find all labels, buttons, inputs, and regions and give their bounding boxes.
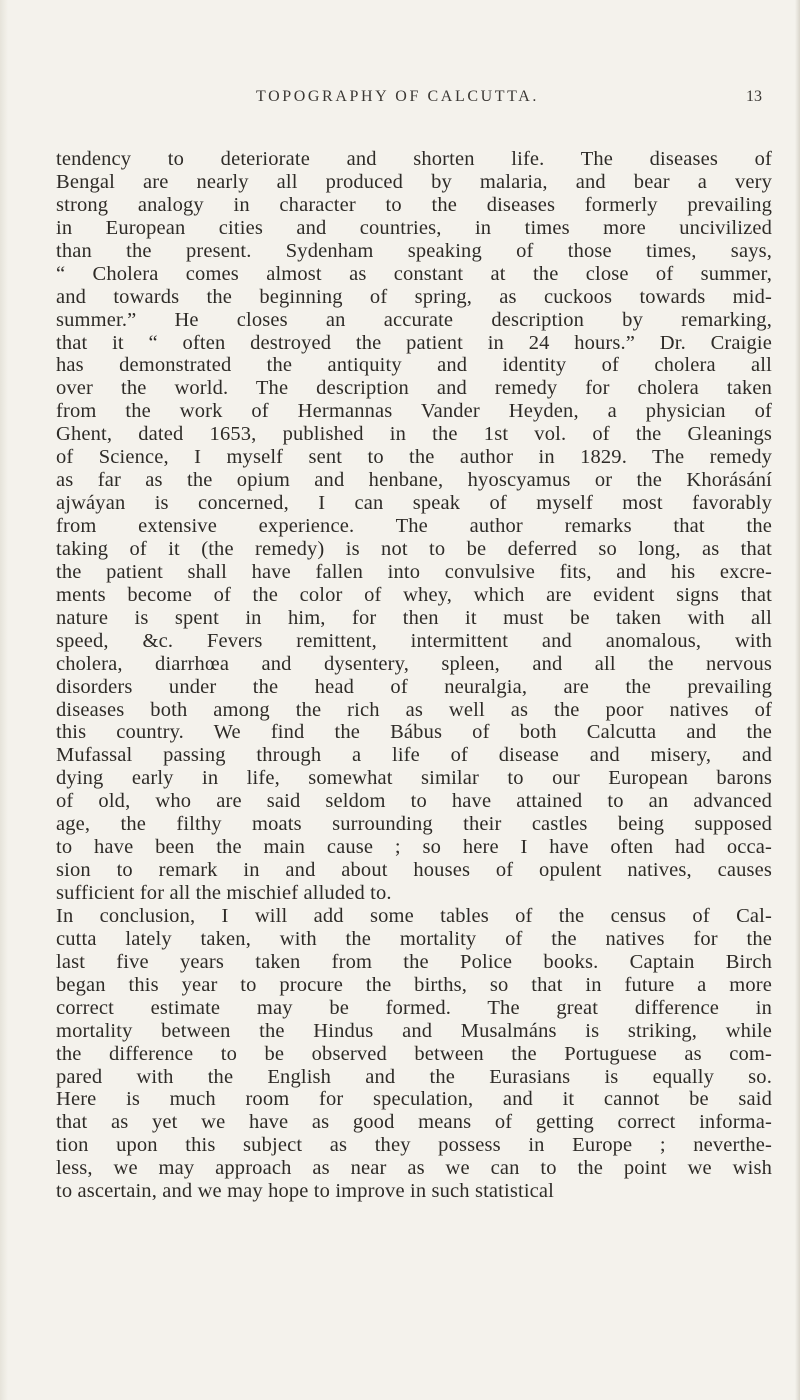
text-line: cholera, diarrhœa and dysentery, spleen, and all the nervous <box>56 652 772 675</box>
paragraph-end-line: sufficient for all the mischief alluded to. <box>56 882 392 904</box>
text-line: correct estimate may be formed. The great difference in <box>56 996 772 1019</box>
body-text <box>56 148 772 1203</box>
text-line: sion to remark in and about houses of opulent natives, causes <box>56 859 772 882</box>
text-line: Ghent, dated 1653, published in the 1st vol. of the Gleanings <box>56 423 772 446</box>
text-line: than the present. Sydenham speaking of those times, says, <box>56 239 772 262</box>
page-left-edge <box>0 0 8 1400</box>
text-line: Here is much room for speculation, and it cannot be said <box>56 1088 772 1111</box>
text-line: began this year to procure the births, so that in future a more <box>56 973 772 996</box>
running-title: TOPOGRAPHY OF CALCUTTA. <box>256 88 539 105</box>
text-line: strong analogy in character to the diseases formerly prevailing <box>56 193 772 216</box>
text-line: “ Cholera comes almost as constant at the close of summer, <box>56 262 772 285</box>
text-line: in European cities and countries, in times more uncivilized <box>56 216 772 239</box>
text-line: of Science, I myself sent to the author in 1829. The remedy <box>56 446 772 469</box>
text-line: tion upon this subject as they possess in Europe ; neverthe- <box>56 1134 772 1157</box>
page-number: 13 <box>746 88 762 105</box>
text-line: age, the filthy moats surrounding their castles being supposed <box>56 813 772 836</box>
text-line: Bengal are nearly all produced by malaria, and bear a very <box>56 170 772 193</box>
text-line: disorders under the head of neuralgia, are the prevailing <box>56 675 772 698</box>
text-line: that it “ often destroyed the patient in 24 hours.” Dr. Craigie <box>56 331 772 354</box>
text-line: has demonstrated the antiquity and identity of cholera all <box>56 354 772 377</box>
page-right-edge <box>795 0 800 1400</box>
text-line: to have been the main cause ; so here I have often had occa- <box>56 836 772 859</box>
text-line: ajwáyan is concerned, I can speak of myself most favorably <box>56 492 772 515</box>
text-line: over the world. The description and remedy for cholera taken <box>56 377 772 400</box>
text-line: that as yet we have as good means of getting correct informa- <box>56 1111 772 1134</box>
text-line: of old, who are said seldom to have attained to an advanced <box>56 790 772 813</box>
text-line: mortality between the Hindus and Musalmáns is striking, while <box>56 1019 772 1042</box>
text-line: the difference to be observed between the Portuguese as com- <box>56 1042 772 1065</box>
text-line: cutta lately taken, with the mortality of the natives for the <box>56 927 772 950</box>
text-line: to ascertain, and we may hope to improve in such statistical <box>56 1180 555 1203</box>
text-line: from extensive experience. The author remarks that the <box>56 515 772 537</box>
text-line: and towards the beginning of spring, as cuckoos towards mid- <box>56 285 772 308</box>
text-line: Mufassal passing through a life of disease and misery, and <box>56 744 772 767</box>
text-line: speed, &c. Fevers remittent, intermittent and anomalous, with <box>56 629 772 652</box>
text-line: summer.” He closes an accurate description by remarking, <box>56 308 772 331</box>
text-line: taking of it (the remedy) is not to be deferred so long, as that <box>56 537 772 560</box>
text-line: tendency to deteriorate and shorten life. The diseases of <box>56 148 772 170</box>
text-line: the patient shall have fallen into convulsive fits, and his excre- <box>56 560 772 583</box>
text-line: last five years taken from the Police books. Captain Birch <box>56 950 772 973</box>
text-line: this country. We find the Bábus of both Calcutta and the <box>56 721 772 744</box>
text-line: pared with the English and the Eurasians is equally so. <box>56 1065 772 1088</box>
text-line: as far as the opium and henbane, hyoscyamus or the Khorásání <box>56 469 772 492</box>
text-line: less, we may approach as near as we can to the point we wish <box>56 1157 772 1180</box>
text-line: nature is spent in him, for then it must be taken with all <box>56 606 772 629</box>
text-line: from the work of Hermannas Vander Heyden, a physician of <box>56 400 772 423</box>
page-header <box>0 88 800 118</box>
text-line: ments become of the color of whey, which are evident signs that <box>56 583 772 606</box>
text-line: dying early in life, somewhat similar to our European barons <box>56 767 772 790</box>
text-line: diseases both among the rich as well as the poor natives of <box>56 698 772 721</box>
text-line: In conclusion, I will add some tables of the census of Cal- <box>56 904 772 927</box>
